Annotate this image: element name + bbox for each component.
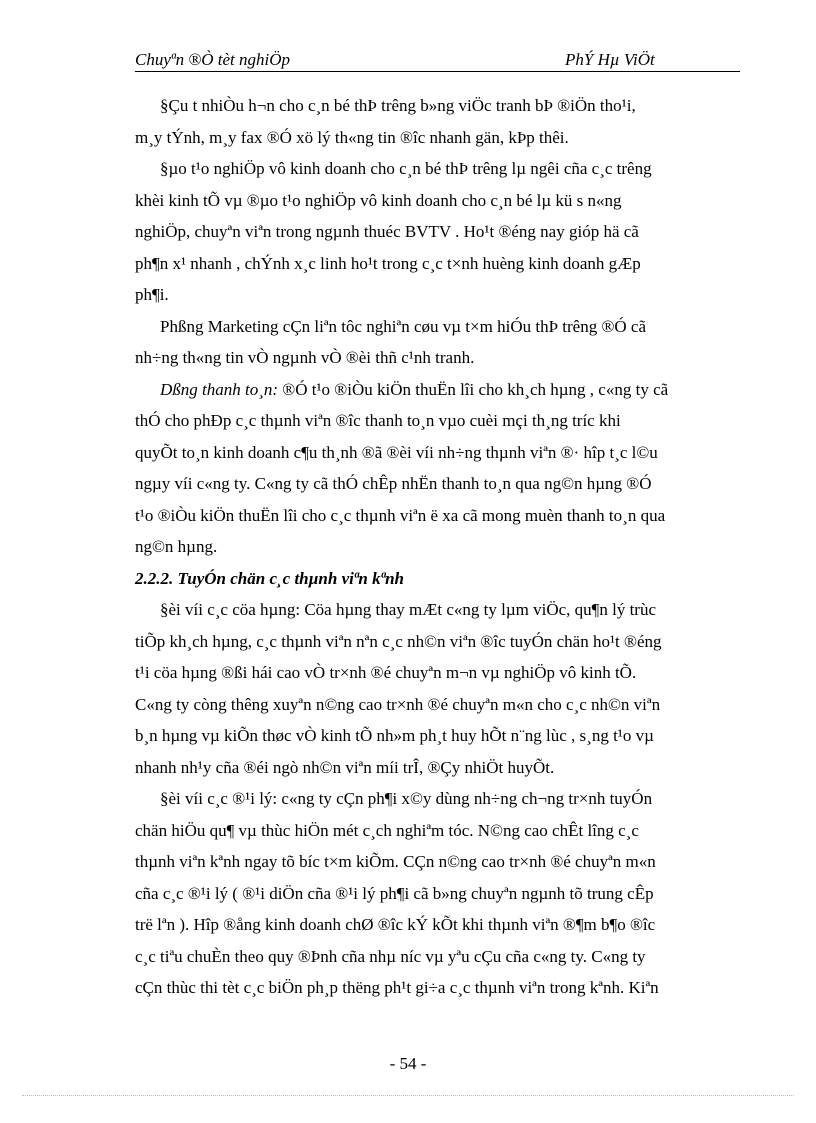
text-line: t¹o ®iÒu kiÖn thuËn lîi cho c¸c thµnh viªn ë xa cã mong muèn thanh to¸n qua bbox=[135, 505, 666, 525]
text-line: ng©n hµng. bbox=[135, 537, 218, 556]
page-number: - 54 - bbox=[389, 1054, 427, 1073]
text-line: khèi kinh tÕ vµ ®µo t¹o nghiÖp vô kinh doanh cho c¸n bé lµ kü s n«ng bbox=[135, 190, 622, 210]
text-line: trë lªn ). Hîp ®ång kinh doanh chØ ®îc kÝ kÕt khi thµnh viªn ®¶m b¶o ®îc bbox=[135, 915, 656, 934]
page-body bbox=[135, 90, 740, 1004]
text-line: nghiÖp, chuyªn viªn trong ngµnh thuéc BVTV . Ho¹t ®éng nay gióp hä cã bbox=[135, 222, 639, 241]
text-line: ph¶i. bbox=[135, 285, 169, 304]
header-title: Chuyªn ®Ò tèt nghiÖp bbox=[135, 50, 291, 69]
page-bottom-divider bbox=[22, 1095, 794, 1096]
text-line: §Çu t nhiÒu h¬n cho c¸n bé thÞ trêng b»ng viÖc tranh bÞ ®iÖn tho¹i, bbox=[160, 96, 636, 115]
italic-lead: Dßng thanh to¸n: bbox=[160, 379, 279, 399]
header-divider bbox=[135, 71, 740, 72]
paragraph-4 bbox=[135, 374, 740, 563]
paragraph-3 bbox=[135, 311, 740, 374]
text-line: c¸c tiªu chuÈn theo quy ®Þnh cña nhµ níc vµ yªu cÇu cña c«ng ty. C«ng ty bbox=[135, 946, 646, 966]
text-line: cña c¸c ®¹i lý ( ®¹i diÖn cña ®¹i lý ph¶i cã b»ng chuyªn ngµnh tõ trung cÊp bbox=[135, 883, 654, 903]
text-line: §èi víi c¸c ®¹i lý: c«ng ty cÇn ph¶i x©y dùng nh÷ng ch¬ng tr×nh tuyÓn bbox=[160, 789, 653, 808]
text-line: §µo t¹o nghiÖp vô kinh doanh cho c¸n bé thÞ trêng lµ ngêi cña c¸c trêng bbox=[160, 159, 652, 178]
text-line: ph¶n x¹ nhanh , chÝnh x¸c linh ho¹t trong c¸c t×nh huèng kinh doanh gÆp bbox=[135, 253, 641, 273]
text-line: t¹i cöa hµng ®ßi hái cao vÒ tr×nh ®é chuyªn m¬n vµ nghiÖp vô kinh tÕ. bbox=[135, 663, 637, 682]
text-line: thµnh viªn kªnh ngay tõ bíc t×m kiÕm. CÇn n©ng cao tr×nh ®é chuyªn m«n bbox=[135, 852, 656, 871]
text-line: m¸y tÝnh, m¸y fax ®Ó xö lý th«ng tin ®îc nhanh gän, kÞp thêi. bbox=[135, 127, 569, 147]
text-line: ngµy víi c«ng ty. C«ng ty cã thÓ chÊp nhËn thanh to¸n qua ng©n hµng ®Ó bbox=[135, 474, 652, 493]
header-author: PhÝ Hµ ViÖt bbox=[565, 50, 655, 69]
text-line: C«ng ty còng thêng xuyªn n©ng cao tr×nh ®é chuyªn m«n cho c¸c nh©n viªn bbox=[135, 694, 661, 714]
paragraph-6 bbox=[135, 783, 740, 1004]
text-line: thÓ cho phÐp c¸c thµnh viªn ®îc thanh to¸n vµo cuèi mçi th¸ng tríc khi bbox=[135, 411, 621, 430]
text-line: chän hiÖu qu¶ vµ thùc hiÖn mét c¸ch nghiªm tóc. N©ng cao chÊt lîng c¸c bbox=[135, 820, 639, 840]
section-heading: 2.2.2. TuyÓn chän c¸c thµnh viªn kªnh bbox=[135, 568, 405, 588]
text-line: cÇn thùc thi tèt c¸c biÖn ph¸p thëng ph¹t gi÷a c¸c thµnh viªn trong kªnh. Kiªn bbox=[135, 978, 659, 997]
text-line: §èi víi c¸c cöa hµng: Cöa hµng thay mÆt c«ng ty lµm viÖc, qu¶n lý trùc bbox=[160, 600, 656, 619]
paragraph-1 bbox=[135, 90, 740, 153]
text-line: nhanh nh¹y cña ®éi ngò nh©n viªn míi trÎ, ®Çy nhiÖt huyÕt. bbox=[135, 757, 555, 777]
paragraph-2 bbox=[135, 153, 740, 311]
text-line: quyÕt to¸n kinh doanh c¶u th¸nh ®ã ®èi víi nh÷ng thµnh viªn ®· hîp t¸c l©u bbox=[135, 442, 658, 462]
text-line: tiÕp kh¸ch hµng, c¸c thµnh viªn nªn c¸c nh©n viªn ®îc tuyÓn chän ho¹t ®éng bbox=[135, 631, 662, 651]
text-line: Phßng Marketing cÇn liªn tôc nghiªn cøu vµ t×m hiÓu thÞ trêng ®Ó cã bbox=[160, 316, 646, 336]
text-line bbox=[135, 374, 740, 406]
page-header bbox=[135, 50, 740, 72]
paragraph-5 bbox=[135, 594, 740, 783]
text-line: b¸n hµng vµ kiÕn thøc vÒ kinh tÕ nh»m ph¸t huy hÕt n¨ng lùc , s¸ng t¹o vµ bbox=[135, 726, 654, 745]
text-line: nh÷ng th«ng tin vÒ ngµnh vÒ ®èi thñ c¹nh tranh. bbox=[135, 348, 475, 367]
text-run: ®Ó t¹o ®iÒu kiÖn thuËn lîi cho kh¸ch hµng , c«ng ty cã bbox=[278, 379, 669, 399]
